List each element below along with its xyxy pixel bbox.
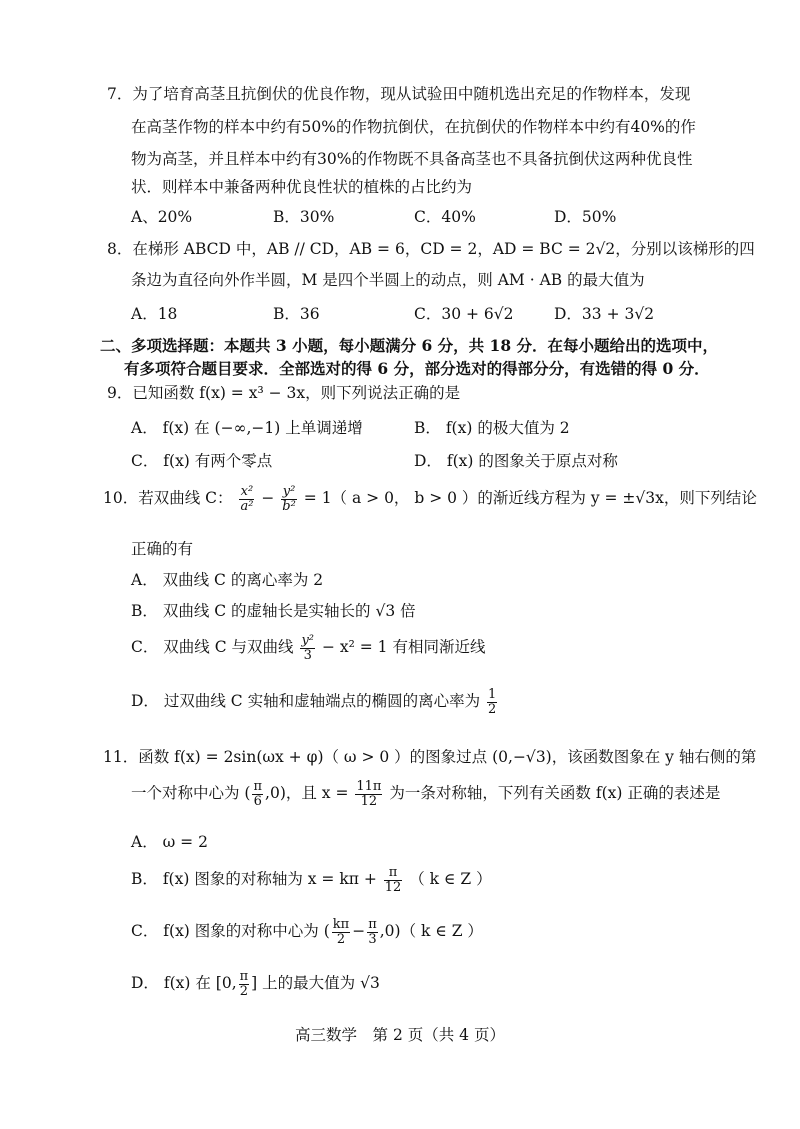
q8-option-c: C．30 + 6√2 bbox=[414, 305, 514, 323]
q9-stem: 9．已知函数 f(x) = x³ − 3x，则下列说法正确的是 bbox=[107, 384, 461, 402]
q11-option-d: D． f(x) 在 [0, $\frac{\pi}{2}$ ] 上的最大值为 √3 bbox=[131, 969, 380, 999]
q8-line1: 8．在梯形 ABCD 中，AB // CD，AB = 6，CD = 2，AD = BC = 2√2，分别以该梯形的四 bbox=[107, 240, 755, 258]
q10-stem-suffix: = 1（ a > 0， b > 0 ）的渐近线方程为 y = ±√3x，则下列结论 bbox=[303, 489, 757, 508]
q10-option-c: C． 双曲线 C 与双曲线 $\frac{\text{y²}}{3}$ − x² = 1 有相同渐近线 bbox=[131, 633, 486, 663]
q8-option-d: D．33 + 3√2 bbox=[554, 305, 655, 323]
q7-option-a: A、20% bbox=[131, 208, 193, 226]
q8-option-a: A．18 bbox=[131, 305, 178, 323]
q10-option-d: D． 过双曲线 C 实轴和虚轴端点的椭圆的离心率为 $\frac{1}{2}$ bbox=[131, 687, 497, 717]
q7-line3: 物为高茎，并且样本中约有30%的作物既不具备高茎也不具备抗倒伏这两种优良性 bbox=[131, 150, 693, 168]
fraction-pi-over-12: $\frac{\pi}{12}$ bbox=[384, 865, 402, 895]
q11-option-b: B． f(x) 图象的对称轴为 x = kπ + $\frac{\pi}{12}$ （ k ∈ Z ） bbox=[131, 865, 492, 895]
q8-line2: 条边为直径向外作半圆，M 是四个半圆上的动点，则 AM · AB 的最大值为 bbox=[131, 271, 645, 289]
fraction-y2-over-b2: $\frac{\text{y²}}{\text{b²}}$ bbox=[282, 484, 296, 514]
q7-option-c: C．40% bbox=[414, 208, 476, 226]
q11-option-c: C． f(x) 图象的对称中心为 ( $\frac{k\pi}{2}$ − $\frac{\pi}{3}$ ,0)（ k ∈ Z ） bbox=[131, 917, 483, 947]
q7-line1: 7．为了培育高茎且抗倒伏的优良作物，现从试验田中随机选出充足的作物样本，发现 bbox=[107, 85, 691, 103]
q10-option-a: A． 双曲线 C 的离心率为 2 bbox=[131, 571, 324, 589]
fraction-pi-over-3: $\frac{\pi}{3}$ bbox=[368, 917, 377, 947]
section2-heading-line2: 有多项符合题目要求．全部选对的得 6 分，部分选对的得部分分，有选错的得 0 分． bbox=[124, 359, 710, 378]
fraction-11pi-over-12: $\frac{11\pi}{12}$ bbox=[356, 779, 382, 809]
fraction-pi-over-2: $\frac{\pi}{2}$ bbox=[239, 969, 249, 999]
q11-option-a: A． ω = 2 bbox=[131, 833, 208, 851]
q10-stem-line2: 正确的有 bbox=[131, 540, 194, 558]
q7-option-d: D．50% bbox=[554, 208, 617, 226]
section2-heading-line1: 二、多项选择题：本题共 3 小题，每小题满分 6 分，共 18 分．在每小题给出的选项中， bbox=[100, 336, 719, 355]
q11-line1: 11．函数 f(x) = 2sin(ωx + φ)（ ω > 0 ）的图象过点 (0,−√3)，该函数图象在 y 轴右侧的第 bbox=[103, 748, 757, 766]
fraction-kpi-over-2: $\frac{k\pi}{2}$ bbox=[332, 917, 350, 947]
q10-stem: 10．若双曲线 C： $\frac{\text{x²}}{\text{a²}}$ − $\frac{\text{y²}}{\text{b²}}$ = 1（ a > 0， b > 0 ）的渐近线方程为 y = ±√3x，则下列结论 bbox=[103, 484, 757, 514]
q9-option-d: D． f(x) 的图象关于原点对称 bbox=[414, 452, 618, 470]
fraction-y2-over-3: $\frac{\text{y²}}{3}$ bbox=[301, 633, 315, 663]
q10-option-b: B． 双曲线 C 的虚轴长是实轴长的 √3 倍 bbox=[131, 602, 416, 620]
fraction-pi-over-6: $\frac{\pi}{6}$ bbox=[253, 779, 263, 809]
q7-line4: 状．则样本中兼备两种优良性状的植株的占比约为 bbox=[131, 178, 473, 196]
q8-option-b: B．36 bbox=[273, 305, 320, 323]
q9-option-b: B． f(x) 的极大值为 2 bbox=[414, 419, 570, 437]
page-footer: 高三数学 第 2 页（共 4 页） bbox=[295, 1026, 505, 1044]
q10-stem-prefix: 10．若双曲线 C： bbox=[103, 489, 233, 508]
q9-option-a: A． f(x) 在 (−∞,−1) 上单调递增 bbox=[131, 419, 363, 437]
q11-line2: 一个对称中心为 ( $\frac{\pi}{6}$ ,0)，且 x = $\frac{11\pi}{12}$ 为一条对称轴，下列有关函数 f(x) 正确的表述是 bbox=[131, 779, 721, 809]
fraction-x2-over-a2: $\frac{\text{x²}}{\text{a²}}$ bbox=[240, 484, 254, 514]
q7-line2: 在高茎作物的样本中约有50%的作物抗倒伏，在抗倒伏的作物样本中约有40%的作 bbox=[131, 118, 696, 136]
q7-option-b: B．30% bbox=[273, 208, 335, 226]
q9-option-c: C． f(x) 有两个零点 bbox=[131, 452, 273, 470]
fraction-one-half: $\frac{1}{2}$ bbox=[488, 687, 497, 717]
